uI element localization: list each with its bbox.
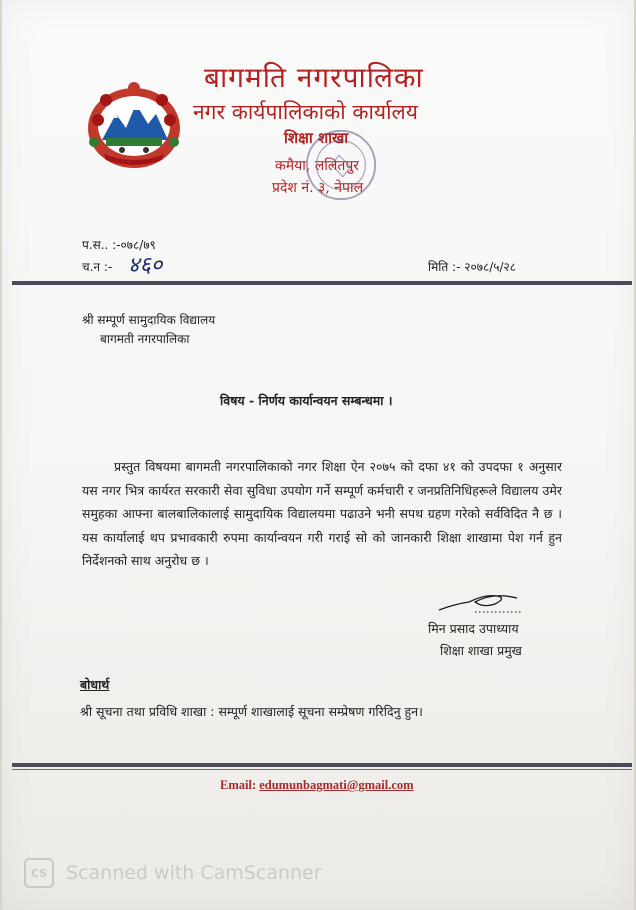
letter-body: प्रस्तुत विषयमा बागमती नगरपालिकाको नगर शिक्षा ऐन २०७५ को दफा ४१ को उपदफा १ अनुसार यस नगर भित्र कार्यरत सरकारी सेवा सुविधा उपयोग गर्ने सम्पूर्ण कर्मचारी र जनप्रतिनिधिहरूले विद्यालय उमेर समुहका आफ्ना बालबालिकालाई सामुदायिक विद्यालयमा पढाउने भनी सपथ ग्रहण गरेको सर्वविदित नै छ । यस कार्यालाई थप प्रभावकारी रुपमा कार्यान्वयन गरी गराई सो को जानकारी शिक्षा शाखामा पेश गर्न हुन निर्देशनको साथ अनुरोध छ । [82, 459, 562, 568]
letter-subject: विषय - निर्णय कार्यान्वयन सम्बन्धमा । [220, 393, 393, 408]
cc-line: श्री सूचना तथा प्रविधि शाखा : सम्पूर्ण शाखालाई सूचना सम्प्रेषण गरिदिनु हुन। [80, 704, 423, 719]
footer-divider-thin [12, 769, 632, 770]
dispatch-number-handwritten: ४६० [128, 253, 163, 278]
recipient-line-1: श्री सम्पूर्ण सामुदायिक विद्यालय [82, 313, 216, 327]
camscanner-logo-icon: CS [24, 858, 54, 888]
reference-number: प.स.. :-०७८/७९ [82, 238, 156, 252]
footer-email [220, 778, 414, 793]
city-line: कमैया, ललितपुर [275, 158, 360, 174]
dispatch-number-label: च.न :- [82, 260, 113, 274]
cc-heading: बोधार्थ [80, 677, 110, 692]
office-stamp-icon [302, 126, 380, 204]
signatory-name: मिन प्रसाद उपाध्याय [428, 621, 519, 636]
letter-date: मिति :- २०७८/५/२८ [428, 260, 517, 274]
country-line: प्रदेश नं. ३, नेपाल [272, 180, 364, 196]
signature-icon [435, 586, 525, 616]
office-name: नगर कार्यपालिकाको कार्यालय [193, 100, 418, 124]
scanner-watermark [24, 858, 322, 888]
signatory-title: शिक्षा शाखा प्रमुख [440, 643, 522, 658]
email-label: Email: [220, 778, 257, 792]
nepal-emblem-icon [84, 80, 184, 170]
watermark-text: Scanned with CamScanner [66, 862, 322, 884]
header-divider [12, 281, 632, 285]
recipient-line-2: बागमती नगरपालिका [100, 332, 190, 346]
org-name: बागमति नगरपालिका [204, 61, 424, 94]
letter-page [2, 0, 634, 910]
footer-divider [12, 763, 632, 767]
branch-name: शिक्षा शाखा [284, 129, 349, 147]
email-link[interactable]: edumunbagmati@gmail.com [259, 778, 414, 792]
